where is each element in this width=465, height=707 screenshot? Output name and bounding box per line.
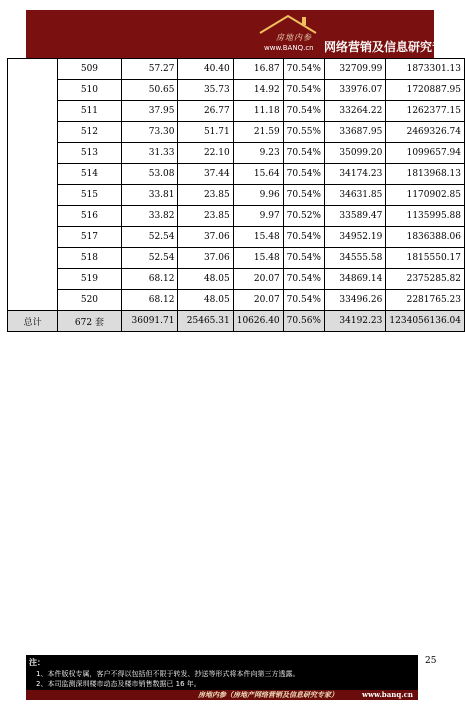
table-cell: 34555.58 — [325, 248, 386, 269]
table-cell: 509 — [58, 59, 121, 80]
table-cell: 33589.47 — [325, 206, 386, 227]
table-cell — [8, 59, 58, 311]
table-cell: 9.23 — [233, 143, 283, 164]
table-cell: 519 — [58, 269, 121, 290]
table-cell: 517 — [58, 227, 121, 248]
header-slogan: 网络营销及信息研究专家 — [324, 40, 457, 54]
table-cell: 37.06 — [178, 227, 233, 248]
table-cell: 514 — [58, 164, 121, 185]
footer-brand: 房地内参（房地产网络营销及信息研究专家） — [198, 690, 338, 699]
table-cell: 36091.71 — [121, 311, 178, 332]
table-cell: 34952.19 — [325, 227, 386, 248]
table-cell: 37.06 — [178, 248, 233, 269]
table-cell: 520 — [58, 290, 121, 311]
table-cell: 37.44 — [178, 164, 233, 185]
table-cell: 2375285.82 — [386, 269, 465, 290]
table-cell: 11.18 — [233, 101, 283, 122]
footer-note-1: 1、本件版权专属，客户不得以包括但不限于转发、抄送等形式将本件向第三方透露。 — [36, 670, 300, 678]
table-cell: 总计 — [8, 311, 58, 332]
table-row — [8, 164, 465, 185]
table-row — [8, 80, 465, 101]
table-cell: 70.56% — [283, 311, 324, 332]
table-cell: 15.64 — [233, 164, 283, 185]
table-cell: 70.54% — [283, 59, 324, 80]
table-cell: 70.54% — [283, 290, 324, 311]
table-cell: 70.54% — [283, 101, 324, 122]
table-row — [8, 248, 465, 269]
table-cell: 2469326.74 — [386, 122, 465, 143]
table-cell: 48.05 — [178, 290, 233, 311]
table-cell: 34631.85 — [325, 185, 386, 206]
table-cell: 34869.14 — [325, 269, 386, 290]
table-cell: 512 — [58, 122, 121, 143]
table-cell: 2281765.23 — [386, 290, 465, 311]
table-cell: 35099.20 — [325, 143, 386, 164]
table-cell: 52.54 — [121, 248, 178, 269]
table-cell: 34174.23 — [325, 164, 386, 185]
table-cell: 33264.22 — [325, 101, 386, 122]
table-cell: 513 — [58, 143, 121, 164]
table-cell: 70.54% — [283, 143, 324, 164]
table-cell: 52.54 — [121, 227, 178, 248]
table-cell: 1873301.13 — [386, 59, 465, 80]
table-cell: 70.52% — [283, 206, 324, 227]
table-cell: 20.07 — [233, 290, 283, 311]
table-cell: 516 — [58, 206, 121, 227]
table-cell: 53.08 — [121, 164, 178, 185]
table-cell: 9.96 — [233, 185, 283, 206]
table-cell: 33.81 — [121, 185, 178, 206]
table-row — [8, 206, 465, 227]
sales-data-table — [7, 58, 465, 332]
table-cell: 1813968.13 — [386, 164, 465, 185]
table-cell: 1170902.85 — [386, 185, 465, 206]
table-cell: 57.27 — [121, 59, 178, 80]
table-cell: 10626.40 — [233, 311, 283, 332]
table-cell: 33.82 — [121, 206, 178, 227]
table-row — [8, 290, 465, 311]
table-cell: 35.73 — [178, 80, 233, 101]
table-cell: 73.30 — [121, 122, 178, 143]
table-cell: 1135995.88 — [386, 206, 465, 227]
table-cell: 26.77 — [178, 101, 233, 122]
table-row — [8, 59, 465, 80]
table-total-row — [8, 311, 465, 332]
table-cell: 70.54% — [283, 227, 324, 248]
table-cell: 31.33 — [121, 143, 178, 164]
header-brand: 房地内参 — [276, 33, 312, 42]
table-cell: 1836388.06 — [386, 227, 465, 248]
footer-title: 注： — [29, 657, 45, 667]
table-cell: 32709.99 — [325, 59, 386, 80]
table-row — [8, 122, 465, 143]
table-cell: 1815550.17 — [386, 248, 465, 269]
table-cell: 510 — [58, 80, 121, 101]
table-cell: 50.65 — [121, 80, 178, 101]
table-cell: 16.87 — [233, 59, 283, 80]
table-cell: 515 — [58, 185, 121, 206]
table-cell: 1720887.95 — [386, 80, 465, 101]
table-cell: 23.85 — [178, 185, 233, 206]
table-cell: 20.07 — [233, 269, 283, 290]
table-cell: 22.10 — [178, 143, 233, 164]
footer-note-2: 2、本司监测深圳楼市动态及楼市销售数据已 16 年。 — [36, 680, 201, 688]
table-cell: 25465.31 — [178, 311, 233, 332]
table-cell: 70.54% — [283, 248, 324, 269]
table-row — [8, 101, 465, 122]
table-cell: 9.97 — [233, 206, 283, 227]
table-cell: 1262377.15 — [386, 101, 465, 122]
table-cell: 40.40 — [178, 59, 233, 80]
page-number: 25 — [425, 656, 437, 666]
table-cell: 34192.23 — [325, 311, 386, 332]
table-cell: 33976.07 — [325, 80, 386, 101]
table-cell: 1234056136.04 — [386, 311, 465, 332]
table-cell: 15.48 — [233, 227, 283, 248]
footer-site: www.banq.cn — [362, 690, 414, 699]
table-cell: 70.54% — [283, 80, 324, 101]
table-cell: 68.12 — [121, 269, 178, 290]
table-cell: 511 — [58, 101, 121, 122]
table-cell: 70.54% — [283, 269, 324, 290]
table-cell: 37.95 — [121, 101, 178, 122]
table-cell: 51.71 — [178, 122, 233, 143]
table-cell: 518 — [58, 248, 121, 269]
table-cell: 70.54% — [283, 185, 324, 206]
table-cell: 70.54% — [283, 164, 324, 185]
table-cell: 48.05 — [178, 269, 233, 290]
table-row — [8, 185, 465, 206]
table-row — [8, 143, 465, 164]
table-cell: 23.85 — [178, 206, 233, 227]
footer-notes — [26, 655, 418, 700]
table-cell: 33496.26 — [325, 290, 386, 311]
table-row — [8, 227, 465, 248]
header-banner — [26, 10, 457, 58]
table-cell: 672 套 — [58, 311, 121, 332]
table-cell: 70.55% — [283, 122, 324, 143]
header-site: www.BANQ.cn — [264, 44, 314, 52]
table-cell: 1099657.94 — [386, 143, 465, 164]
table-row — [8, 269, 465, 290]
table-cell: 68.12 — [121, 290, 178, 311]
table-cell: 15.48 — [233, 248, 283, 269]
table-cell: 33687.95 — [325, 122, 386, 143]
table-cell: 21.59 — [233, 122, 283, 143]
table-cell: 14.92 — [233, 80, 283, 101]
